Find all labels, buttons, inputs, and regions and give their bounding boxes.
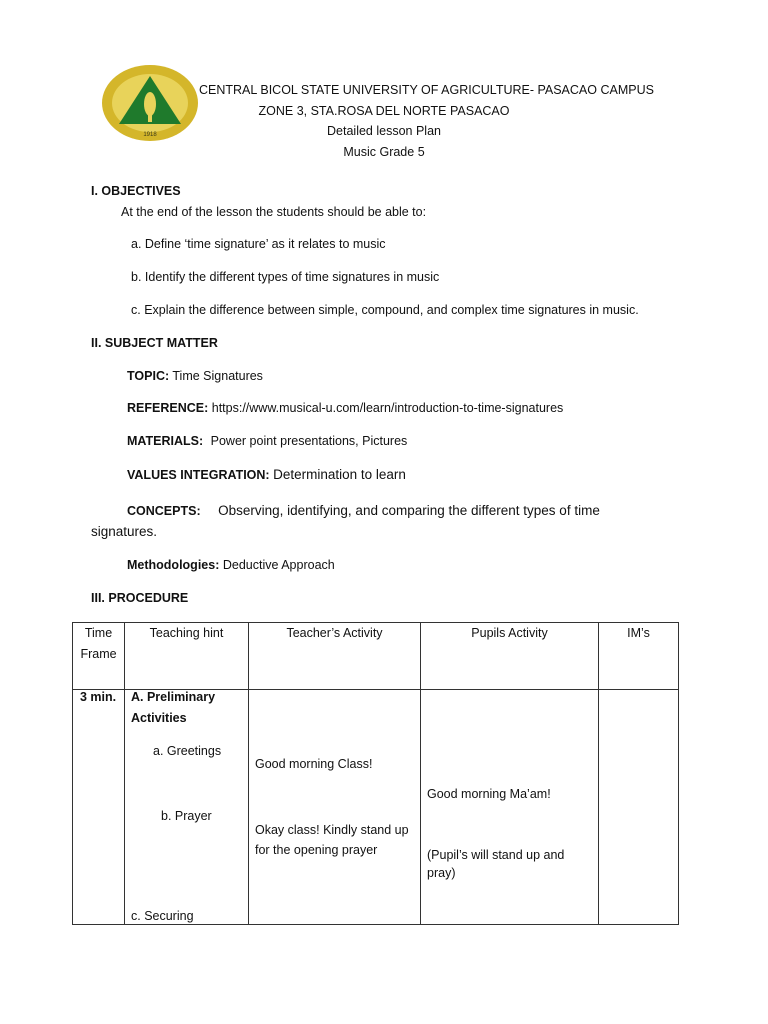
materials-label: MATERIALS: [127,434,204,448]
hint-securing: c. Securing [131,909,194,923]
col-header-pupils-activity: Pupils Activity [421,623,599,690]
time-value: 3 min. [80,690,117,704]
address-line: ZONE 3, STA.ROSA DEL NORTE PASACAO [258,104,510,118]
pupil-prayer-response-continued: pray) [427,866,456,880]
objective-item: c. Explain the difference between simple, compound, and complex time signatures in music. [131,303,639,317]
materials-value: Power point presentations, Pictures [210,434,408,448]
subject-grade: Music Grade 5 [343,145,425,159]
topic-line [127,369,263,383]
teacher-greeting: Good morning Class! [255,757,373,771]
col-header-ims: IM’s [599,623,679,690]
objective-item: b. Identify the different types of time signatures in music [131,270,440,284]
values-label: VALUES INTEGRATION: [127,468,270,482]
pupil-greeting: Good morning Ma’am! [427,787,551,801]
teaching-hint-cell [125,690,249,925]
procedure-table [72,622,679,925]
values-value: Determination to learn [273,467,406,482]
hint-prayer: b. Prayer [161,809,212,823]
teacher-activity-cell [249,690,421,925]
concepts-label: CONCEPTS: [127,504,201,518]
hint-title: A. Preliminary [131,690,216,704]
objective-item: a. Define ‘time signature’ as it relates to music [131,237,386,251]
document-type: Detailed lesson Plan [327,124,441,138]
concepts-value: Observing, identifying, and comparing the different types of time [218,503,600,518]
procedure-heading: III. PROCEDURE [91,591,189,605]
ims-cell [599,690,679,925]
hint-greetings: a. Greetings [153,744,222,758]
reference-line [127,401,563,415]
reference-link[interactable]: https://www.musical-u.com/learn/introduction-to-time-signatures [211,401,564,415]
objectives-heading: I. OBJECTIVES [91,184,181,198]
teacher-prayer-instruction: Okay class! Kindly stand up [255,823,409,837]
objectives-intro: At the end of the lesson the students should be able to: [121,205,427,219]
col-header-teaching-hint: Teaching hint [125,623,249,690]
methodologies-value: Deductive Approach [222,558,335,572]
methodologies-line [127,558,335,572]
topic-label: TOPIC: [127,369,170,383]
time-cell [73,690,125,925]
reference-label: REFERENCE: [127,401,209,415]
pupil-prayer-response: (Pupil’s will stand up and [427,848,565,862]
col-header-teacher-activity: Teacher’s Activity [249,623,421,690]
materials-line [127,434,407,448]
values-line [127,467,406,482]
concepts-continuation: signatures. [91,524,158,539]
methodologies-label: Methodologies: [127,558,220,572]
table-row [73,690,679,925]
topic-value: Time Signatures [172,369,263,383]
table-header-row [73,623,679,690]
concepts-line [127,503,600,518]
logo-year: 1918 [143,132,157,138]
pupils-activity-cell [421,690,599,925]
university-name: CENTRAL BICOL STATE UNIVERSITY OF AGRICULTURE- PASACAO CAMPUS [199,83,654,97]
subject-matter-heading: II. SUBJECT MATTER [91,336,218,350]
teacher-prayer-instruction-continued: for the opening prayer [255,843,378,857]
col-header-time-frame: Time Frame [73,623,125,690]
hint-title-continued: Activities [131,711,187,725]
